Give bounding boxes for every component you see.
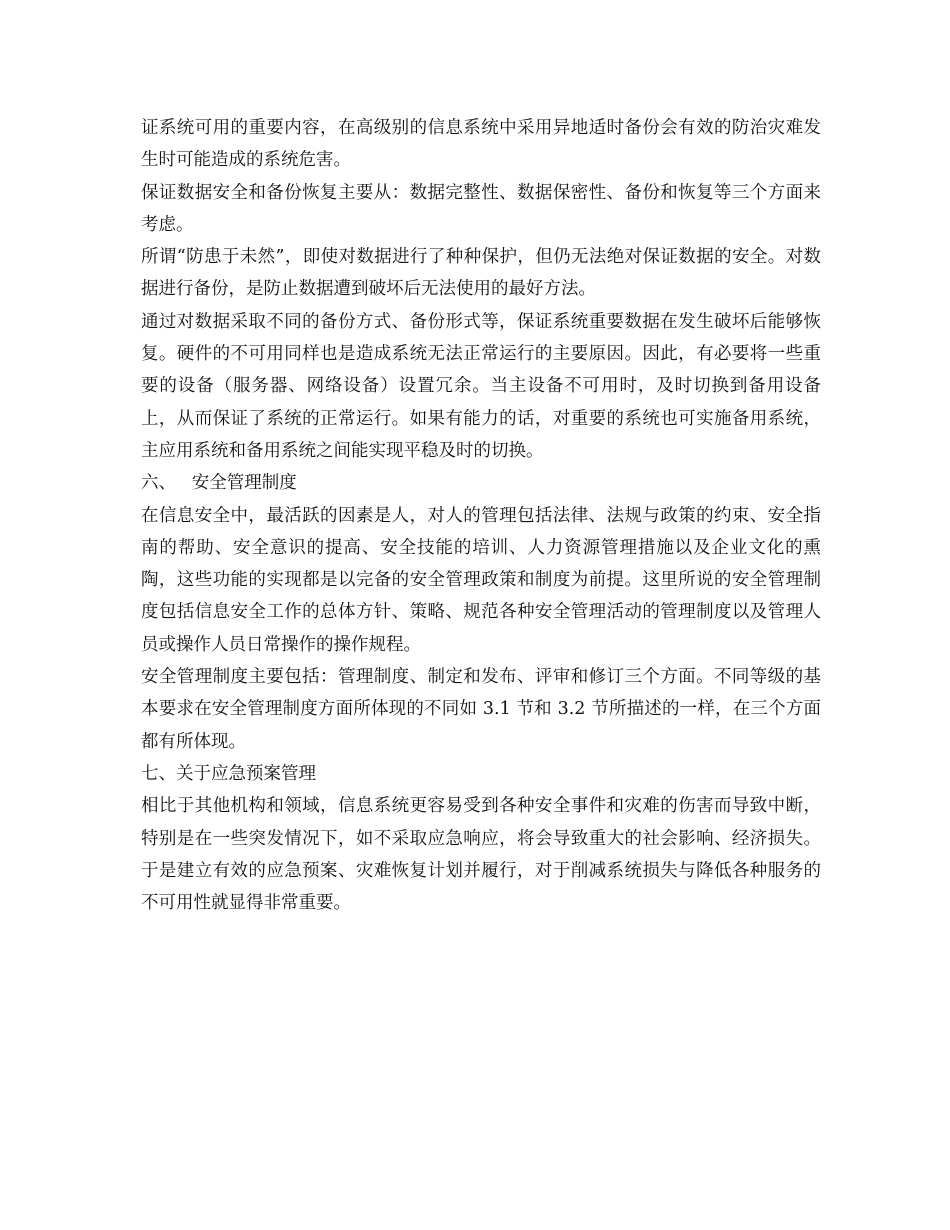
paragraph: 相比于其他机构和领域，信息系统更容易受到各种安全事件和灾难的伤害而导致中断，特别是在一些突发情况下，如不采取应急响应，将会导致重大的社会影响、经济损失。于是建立有效的应急预案、灾难恢复计划并履行，对于削减系统损失与降低各种服务的不可用性就显得非常重要。 [141, 796, 821, 914]
paragraph: 在信息安全中，最活跃的因素是人，对人的管理包括法律、法规与政策的约束、安全指南的帮助、安全意识的提高、安全技能的培训、人力资源管理措施以及企业文化的熏陶，这些功能的实现都是以完备的安全管理政策和制度为前提。这里所说的安全管理制度包括信息安全工作的总体方针、策略、规范各种安全管理活动的管理制度以及管理人员或操作人员日常操作的操作规程。 [141, 505, 821, 655]
paragraph: 通过对数据采取不同的备份方式、备份形式等，保证系统重要数据在发生破坏后能够恢复。硬件的不可用同样也是造成系统无法正常运行的主要原因。因此，有必要将一些重要的设备（服务器、网络设备）设置冗余。当主设备不可用时，及时切换到备用设备上，从而保证了系统的正常运行。如果有能力的话，对重要的系统也可实施备用系统，主应用系统和备用系统之间能实现平稳及时的切换。 [141, 311, 821, 461]
document-body [141, 112, 821, 919]
section-heading-6 [141, 467, 821, 499]
paragraph: 所谓“防患于未然”，即使对数据进行了种种保护，但仍无法绝对保证数据的安全。对数据进行备份，是防止数据遭到破坏后无法使用的最好方法。 [141, 247, 821, 300]
section-title: 安全管理制度 [191, 473, 297, 494]
paragraph: 安全管理制度主要包括：管理制度、制定和发布、评审和修订三个方面。不同等级的基本要求在安全管理制度方面所体现的不同如 3.1 节和 3.2 节所描述的一样，在三个方面都有所体现。 [141, 667, 821, 752]
section-heading-7: 七、关于应急预案管理 [141, 763, 316, 784]
paragraph: 证系统可用的重要内容，在高级别的信息系统中采用异地适时备份会有效的防治灾难发生时可能造成的系统危害。 [141, 118, 821, 171]
section-number: 六、 [141, 473, 176, 494]
paragraph: 保证数据安全和备份恢复主要从：数据完整性、数据保密性、备份和恢复等三个方面来考虑。 [141, 182, 821, 235]
